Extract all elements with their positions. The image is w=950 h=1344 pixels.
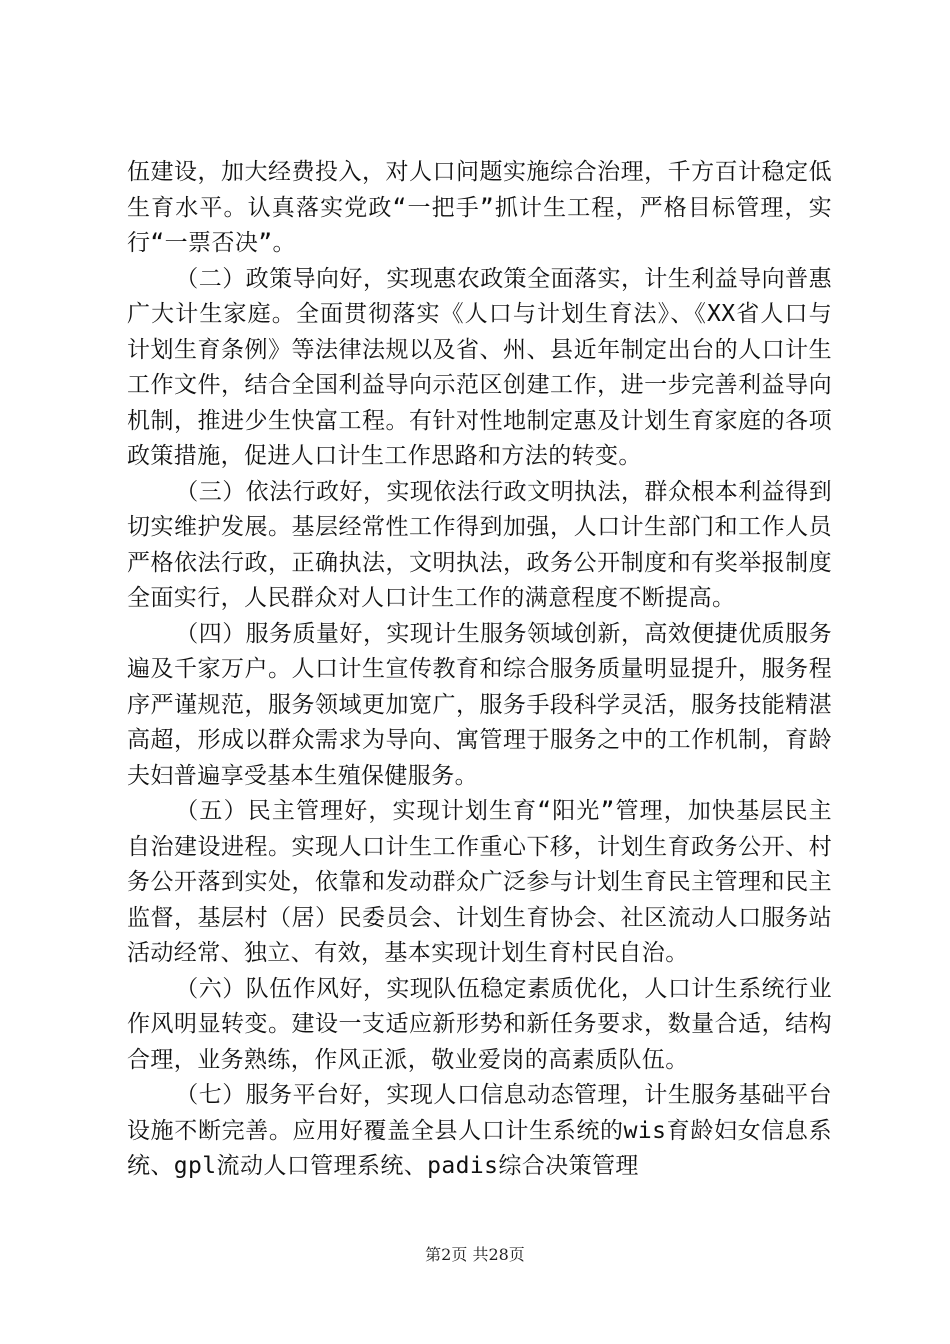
paragraph-team-style: （六）队伍作风好，实现队伍稳定素质优化，人口计生系统行业作风明显转变。建设一支适应新形势和新任务要求，数量合适，结构合理，业务熟练，作风正派，敬业爱岗的高素质队伍。 — [127, 975, 832, 1073]
page-footer — [0, 1242, 950, 1265]
paragraph-service-platform: （七）服务平台好，实现人口信息动态管理，计生服务基础平台设施不断完善。应用好覆盖全县人口计生系统的wis育龄妇女信息系统、gpl流动人口管理系统、padis综合决策管理 — [127, 1082, 832, 1179]
paragraph-service-quality: （四）服务质量好，实现计生服务领域创新，高效便捷优质服务遍及千家万户。人口计生宣传教育和综合服务质量明显提升，服务程序严谨规范，服务领域更加宽广，服务手段科学灵活，服务技能精湛高超，形成以群众需求为导向、寓管理于服务之中的工作机制，育龄夫妇普遍享受基本生殖保健服务。 — [127, 620, 832, 789]
paragraph-continuation: 伍建设，加大经费投入，对人口问题实施综合治理，千方百计稳定低生育水平。认真落实党政“一把手”抓计生工程，严格目标管理，实行“一票否决”。 — [127, 159, 832, 256]
paragraph-law-administration: （三）依法行政好，实现依法行政文明执法，群众根本利益得到切实维护发展。基层经常性工作得到加强，人口计生部门和工作人员严格依法行政，正确执法，文明执法，政务公开制度和有奖举报制度全面实行，人民群众对人口计生工作的满意程度不断提高。 — [127, 478, 832, 611]
paragraph-democratic-management: （五）民主管理好，实现计划生育“阳光”管理，加快基层民主自治建设进程。实现人口计生工作重心下移，计划生育政务公开、村务公开落到实处，依靠和发动群众广泛参与计划生育民主管理和民主监督，基层村（居）民委员会、计划生育协会、社区流动人口服务站活动经常、独立、有效，基本实现计划生育村民自治。 — [127, 798, 832, 966]
page-number-label: 第2页 共28页 — [425, 1245, 525, 1264]
document-body — [127, 155, 832, 1185]
paragraph-policy-guidance: （二）政策导向好，实现惠农政策全面落实，计生利益导向普惠广大计生家庭。全面贯彻落实《人口与计划生育法》、《XX省人口与计划生育条例》等法律法规以及省、州、县近年制定出台的人口计生工作文件，结合全国利益导向示范区创建工作，进一步完善利益导向机制，推进少生快富工程。有针对性地制定惠及计划生育家庭的各项政策措施，促进人口计生工作思路和方法的转变。 — [127, 265, 832, 469]
